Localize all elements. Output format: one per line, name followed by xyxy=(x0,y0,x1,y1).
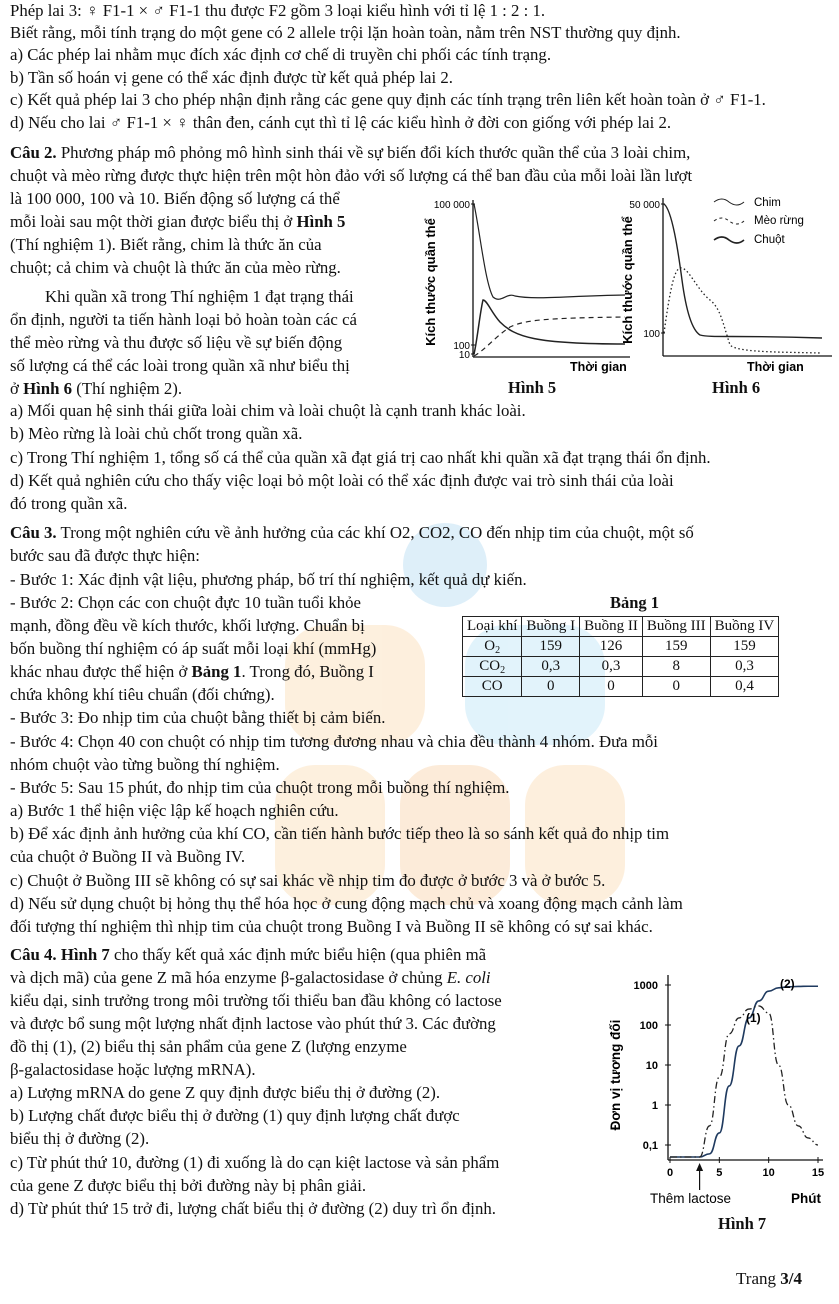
fig5-ytick: 100 000 xyxy=(433,200,470,211)
table-header: Loại khí xyxy=(463,617,522,637)
legend-chuot-symbol xyxy=(714,237,744,243)
text-line: bốn buồng thí nghiệm có áp suất mỗi loại khí (mmHg) xyxy=(10,639,377,658)
fig7-xtick-label: 10 xyxy=(762,1167,775,1179)
text-line: Biết rằng, mỗi tính trạng do một gene có 2 allele trội lặn hoàn toàn, nằm trên NST thường quy định. xyxy=(10,23,681,42)
text-line: Câu 4. Hình 7 cho thấy kết quả xác định mức biểu hiện (qua phiên mã xyxy=(10,945,487,964)
text-line: Câu 2. Phương pháp mô phỏng mô hình sinh thái về sự biến đổi kích thước quần thể của 3 loài chim, xyxy=(10,143,691,162)
statement-d: d) Nếu sử dụng chuột bị hỏng thụ thể hóa học ở cung động mạch chủ và xoang động mạch cảnh làm xyxy=(10,894,683,913)
text-line: (Thí nghiệm 1). Biết rằng, chim là thức ăn của xyxy=(10,235,322,254)
data-table xyxy=(462,616,779,697)
fig7-ytick-label: 100 xyxy=(639,1020,658,1032)
table-header: Buồng III xyxy=(642,617,710,637)
text-line: bước sau đã được thực hiện: xyxy=(10,546,200,565)
statement-d: d) Kết quả nghiên cứu cho thấy việc loại bỏ một loài có thể xác định được vai trò sinh thái của loài xyxy=(10,471,674,490)
fig5-series-chim xyxy=(474,204,625,299)
statement-c: c) Kết quả phép lai 3 cho phép nhận định rằng các gene quy định các tính trạng trên liên kết hoàn toàn ở ♂ F1-1. xyxy=(10,90,766,109)
figure-7-caption: Hình 7 xyxy=(718,1214,767,1233)
table-cell: 159 xyxy=(522,637,580,657)
text-line: biểu thị ở đường (2). xyxy=(10,1129,150,1148)
fig7-ytick-label: 0,1 xyxy=(642,1140,658,1152)
fig7-lactose-label: Thêm lactose xyxy=(650,1191,732,1206)
fig7-series-2 xyxy=(670,986,818,1157)
table-cell: 0 xyxy=(580,677,643,697)
table-header-row xyxy=(463,617,779,637)
text-line: đồ thị (1), (2) biểu thị sản phẩm của gene Z (lượng enzyme xyxy=(10,1037,407,1056)
figure-6-chart xyxy=(622,190,837,372)
table-cell: 0,3 xyxy=(710,657,779,677)
text-line: chuột; cả chim và chuột là thức ăn của mèo rừng. xyxy=(10,258,341,277)
table-cell: 0 xyxy=(642,677,710,697)
statement-a: a) Mối quan hệ sinh thái giữa loài chim và loài chuột là cạnh tranh khác loài. xyxy=(10,401,526,420)
table-row xyxy=(463,637,779,657)
statement-b: b) Tần số hoán vị gene có thể xác định được từ kết quả phép lai 2. xyxy=(10,68,453,87)
text-line: mạnh, đồng đều về kích thước, khối lượng. Chuẩn bị xyxy=(10,616,365,635)
figure-5-caption: Hình 5 xyxy=(508,378,557,397)
text-line: chứa không khí tiêu chuẩn (đối chứng). xyxy=(10,685,275,704)
table-title: Bảng 1 xyxy=(610,593,660,612)
text-line: của gene Z được biểu thị bởi đường này bị phân giải. xyxy=(10,1176,367,1195)
fig7-xtick-label: 5 xyxy=(716,1167,723,1179)
statement-d: d) Từ phút thứ 15 trở đi, lượng chất biểu thị ở đường (2) duy trì ổn định. xyxy=(10,1199,496,1218)
fig5-ytick: 100 xyxy=(453,341,470,352)
fig7-label-2: (2) xyxy=(780,977,795,991)
table-row xyxy=(463,677,779,697)
statement-c: c) Từ phút thứ 10, đường (1) đi xuống là do cạn kiệt lactose và sản phẩm xyxy=(10,1153,500,1172)
text-line: Phép lai 3: ♀ F1-1 × ♂ F1-1 thu được F2 gồm 3 loại kiểu hình với tỉ lệ 1 : 2 : 1. xyxy=(10,1,546,20)
text-line: nhóm chuột vào từng buồng thí nghiệm. xyxy=(10,755,280,774)
step-3: - Bước 3: Đo nhịp tim của chuột bằng thiết bị cảm biến. xyxy=(10,708,386,727)
fig5-series-meo-rung xyxy=(474,317,625,356)
statement-a: a) Các phép lai nhằm mục đích xác định cơ chế di truyền chi phối các tính trạng. xyxy=(10,45,552,64)
text-line: và dịch mã) của gene Z mã hóa enzyme β-galactosidase ở chủng E. coli xyxy=(10,968,491,987)
fig7-ytick-label: 1000 xyxy=(633,980,658,992)
statement-d: d) Nếu cho lai ♂ F1-1 × ♀ thân đen, cánh cụt thì tỉ lệ các kiểu hình ở đời con giống với phép lai 2. xyxy=(10,113,672,132)
figure-5-chart xyxy=(425,192,635,372)
step-1: - Bước 1: Xác định vật liệu, phương pháp, bố trí thí nghiệm, kết quả dự kiến. xyxy=(10,570,527,589)
text-line: và được bổ sung một lượng nhất định lactose vào phút thứ 3. Các đường xyxy=(10,1014,496,1033)
text-line: Khi quần xã trong Thí nghiệm 1 đạt trạng thái xyxy=(45,287,354,306)
fig7-xunit: Phút xyxy=(791,1191,821,1206)
fig7-label-1: (1) xyxy=(746,1011,761,1025)
statement-a: a) Lượng mRNA do gene Z quy định được biểu thị ở đường (2). xyxy=(10,1083,441,1102)
table-cell: 8 xyxy=(642,657,710,677)
statement-b: b) Lượng chất được biểu thị ở đường (1) quy định lượng chất được xyxy=(10,1106,460,1125)
text-line: ổn định, người ta tiến hành loại bỏ hoàn toàn các cá xyxy=(10,310,357,329)
text-line: khác nhau được thể hiện ở Bảng 1. Trong đó, Buồng I xyxy=(10,662,374,681)
table-cell: CO xyxy=(463,677,522,697)
figure-7-chart xyxy=(598,950,834,1220)
legend-meo-label: Mèo rừng xyxy=(754,215,804,227)
text-line: số lượng cá thể các loài trong quần xã như biểu thị xyxy=(10,356,350,375)
table-cell: 159 xyxy=(710,637,779,657)
fig7-ylabel: Đơn vị tương đối xyxy=(608,1019,623,1131)
fig6-ylabel: Kích thước quần thể xyxy=(620,216,635,344)
statement-b: b) Để xác định ảnh hưởng của khí CO, cần tiến hành bước tiếp theo là so sánh kết quả đo nhịp tim xyxy=(10,824,670,843)
table-cell: $O_2$ xyxy=(463,637,522,657)
step-5: - Bước 5: Sau 15 phút, đo nhịp tim của chuột trong mỗi buồng thí nghiệm. xyxy=(10,778,510,797)
table-header: Buồng II xyxy=(580,617,643,637)
text-line: β-galactosidase hoặc lượng mRNA). xyxy=(10,1060,256,1079)
statement-c: c) Trong Thí nghiệm 1, tổng số cá thể của quần xã đạt giá trị cao nhất khi quần xã đạt trạng thái ổn định. xyxy=(10,448,711,467)
question-label: Câu 4. xyxy=(10,945,57,964)
text-line: chuột và mèo rừng được thực hiện trên một hòn đảo với số lượng cá thể ban đầu của mỗi loài lần lượt xyxy=(10,166,693,185)
text-line: thể mèo rừng và thu được số liệu về sự biến động xyxy=(10,333,343,352)
legend-chim-label: Chim xyxy=(754,197,781,209)
fig5-series-chuot xyxy=(474,300,625,354)
statement-a: a) Bước 1 thể hiện việc lập kế hoạch nghiên cứu. xyxy=(10,801,339,820)
table-header: Buồng IV xyxy=(710,617,779,637)
fig7-xtick-label: 0 xyxy=(666,1167,674,1179)
lactose-arrowhead xyxy=(696,1163,703,1171)
table-header: Buồng I xyxy=(522,617,580,637)
fig6-ytick: 50 000 xyxy=(629,200,660,211)
statement-c: c) Chuột ở Buồng III sẽ không có sự sai khác về nhịp tim đo được ở bước 3 và ở bước 5. xyxy=(10,871,606,890)
question-label: Câu 2. xyxy=(10,143,57,162)
statement-b: b) Mèo rừng là loài chủ chốt trong quần xã. xyxy=(10,424,303,443)
legend-chim-symbol xyxy=(714,199,744,205)
fig5-ytick: 10 xyxy=(458,350,470,361)
question-label: Câu 3. xyxy=(10,523,57,542)
figure-6-caption: Hình 6 xyxy=(712,378,761,397)
fig7-xtick-label: 15 xyxy=(811,1167,825,1179)
table-cell: $CO_2$ xyxy=(463,657,522,677)
text-line: đối tượng thí nghiệm thì nhịp tim của chuột trong Buồng I và Buồng II sẽ không có sự sai khác. xyxy=(10,917,653,936)
table-row xyxy=(463,657,779,677)
step-4: - Bước 4: Chọn 40 con chuột có nhịp tim tương đương nhau và chia đều thành 4 nhóm. Đưa mỗi xyxy=(10,732,658,751)
text-line: là 100 000, 100 và 10. Biến động số lượng cá thể xyxy=(10,189,340,208)
text-line: của chuột ở Buồng II và Buồng IV. xyxy=(10,847,246,866)
table-cell: 126 xyxy=(580,637,643,657)
fig7-ytick-label: 10 xyxy=(645,1060,658,1072)
step-2: - Bước 2: Chọn các con chuột đực 10 tuần tuổi khỏe xyxy=(10,593,361,612)
text-line: đó trong quần xã. xyxy=(10,494,128,513)
fig6-xlabel: Thời gian xyxy=(747,360,804,374)
text-line: kiểu dại, sinh trưởng trong môi trường tối thiểu ban đầu không có lactose xyxy=(10,991,502,1010)
table-cell: 0,3 xyxy=(580,657,643,677)
text-line: Câu 3. Trong một nghiên cứu về ảnh hưởng của các khí O2, CO2, CO đến nhịp tim của chuột, một số xyxy=(10,523,694,542)
legend-chuot-label: Chuột xyxy=(754,234,785,246)
table-cell: 0 xyxy=(522,677,580,697)
fig7-ytick-label: 1 xyxy=(651,1100,658,1112)
table-cell: 159 xyxy=(642,637,710,657)
legend-meo-symbol xyxy=(714,218,744,224)
fig5-xlabel: Thời gian xyxy=(570,360,627,374)
page-number: Trang 3/4 xyxy=(736,1269,802,1288)
fig6-ytick: 100 xyxy=(643,329,660,340)
table-cell: 0,3 xyxy=(522,657,580,677)
text-line: ở Hình 6 (Thí nghiệm 2). xyxy=(10,379,183,398)
text-line: mỗi loài sau một thời gian được biểu thị ở Hình 5 xyxy=(10,212,346,231)
fig5-ylabel: Kích thước quần thể xyxy=(423,218,438,346)
table-cell: 0,4 xyxy=(710,677,779,697)
